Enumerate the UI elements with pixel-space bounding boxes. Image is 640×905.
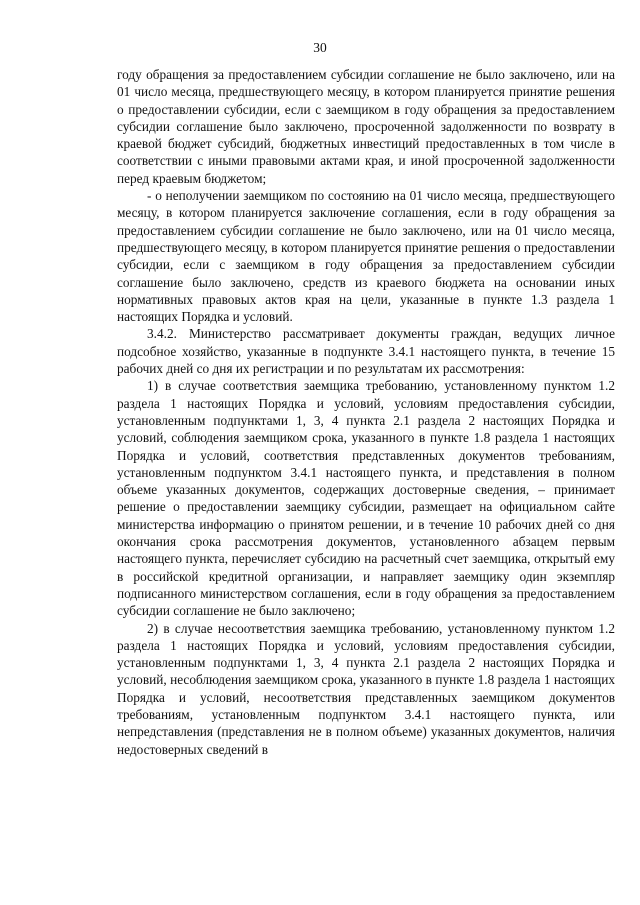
document-body [117,66,615,758]
paragraph-non-receipt-clause: - о неполучении заемщиком по состоянию на 01 число месяца, предшествующего месяцу, в котором планируется заключение соглашения, если в году обращения за предоставлением субсидии соглашение не было заключено, или на 01 число месяца, предшествующего месяцу, в котором планируется принятие решения о предоставлении субсидии, если с заемщиком в году обращения за предоставлением субсидии соглашение было заключено, средств из краевого бюджета на основании иных нормативных правовых актов края на цели, указанные в пункте 1.3 раздела 1 настоящих Порядка и условий. [117,188,615,325]
paragraph-item-2: 2) в случае несоответствия заемщика требованию, установленному пунктом 1.2 раздела 1 настоящих Порядка и условий, условиям предоставления субсидии, установленным подпунктами 1, 3, 4 пункта 2.1 раздела 2 настоящих Порядка и условий, несоблюдения заемщиком срока, указанного в пункте 1.8 раздела 1 настоящих Порядка и условий, несоответствия представленных заемщиком документов требованиям, установленным подпунктом 3.4.1 настоящего пункта, или непредставления (представления не в полном объеме) указанных документов, наличия недостоверных сведений в [117,620,615,757]
paragraph-3-4-2: 3.4.2. Министерство рассматривает документы граждан, ведущих личное подсобное хозяйство, указанные в подпункте 3.4.1 настоящего пункта, в течение 15 рабочих дней со дня их регистрации и по результатам их рассмотрения: [117,326,615,377]
paragraph-item-1: 1) в случае соответствия заемщика требованию, установленному пунктом 1.2 раздела 1 настоящих Порядка и условий, условиям предоставления субсидии, установленным подпунктами 1, 3, 4 пункта 2.1 раздела 2 настоящих Порядка и условий, соблюдения заемщиком срока, указанного в пункте 1.8 раздела 1 настоящих Порядка и условий, соответствия представленных документов требованиям, установленным подпунктом 3.4.1 настоящего пункта, и представления в полном объеме указанных документов, содержащих достоверные сведения, – принимает решение о предоставлении заемщику субсидии, размещает на официальном сайте министерства информацию о принятом решении, и в течение 10 рабочих дней со дня окончания срока рассмотрения документов, установленного абзацем первым настоящего пункта, перечисляет субсидию на расчетный счет заемщика, открытый ему в российской кредитной организации, и направляет заемщику один экземпляр подписанного министерством соглашения, если в году обращения за предоставлением субсидии соглашение не было заключено; [117,378,615,619]
paragraph-continuation: году обращения за предоставлением субсидии соглашение не было заключено, или на 01 число месяца, предшествующего месяцу, в котором планируется принятие решения о предоставлении субсидии, если с заемщиком в году обращения за предоставлением субсидии соглашение было заключено, просроченной задолженности по возврату в краевой бюджет субсидий, бюджетных инвестиций предоставленных в том числе в соответствии с иными правовыми актами края, и иной просроченной задолженности перед краевым бюджетом; [117,67,615,186]
page-number: 30 [313,40,327,55]
